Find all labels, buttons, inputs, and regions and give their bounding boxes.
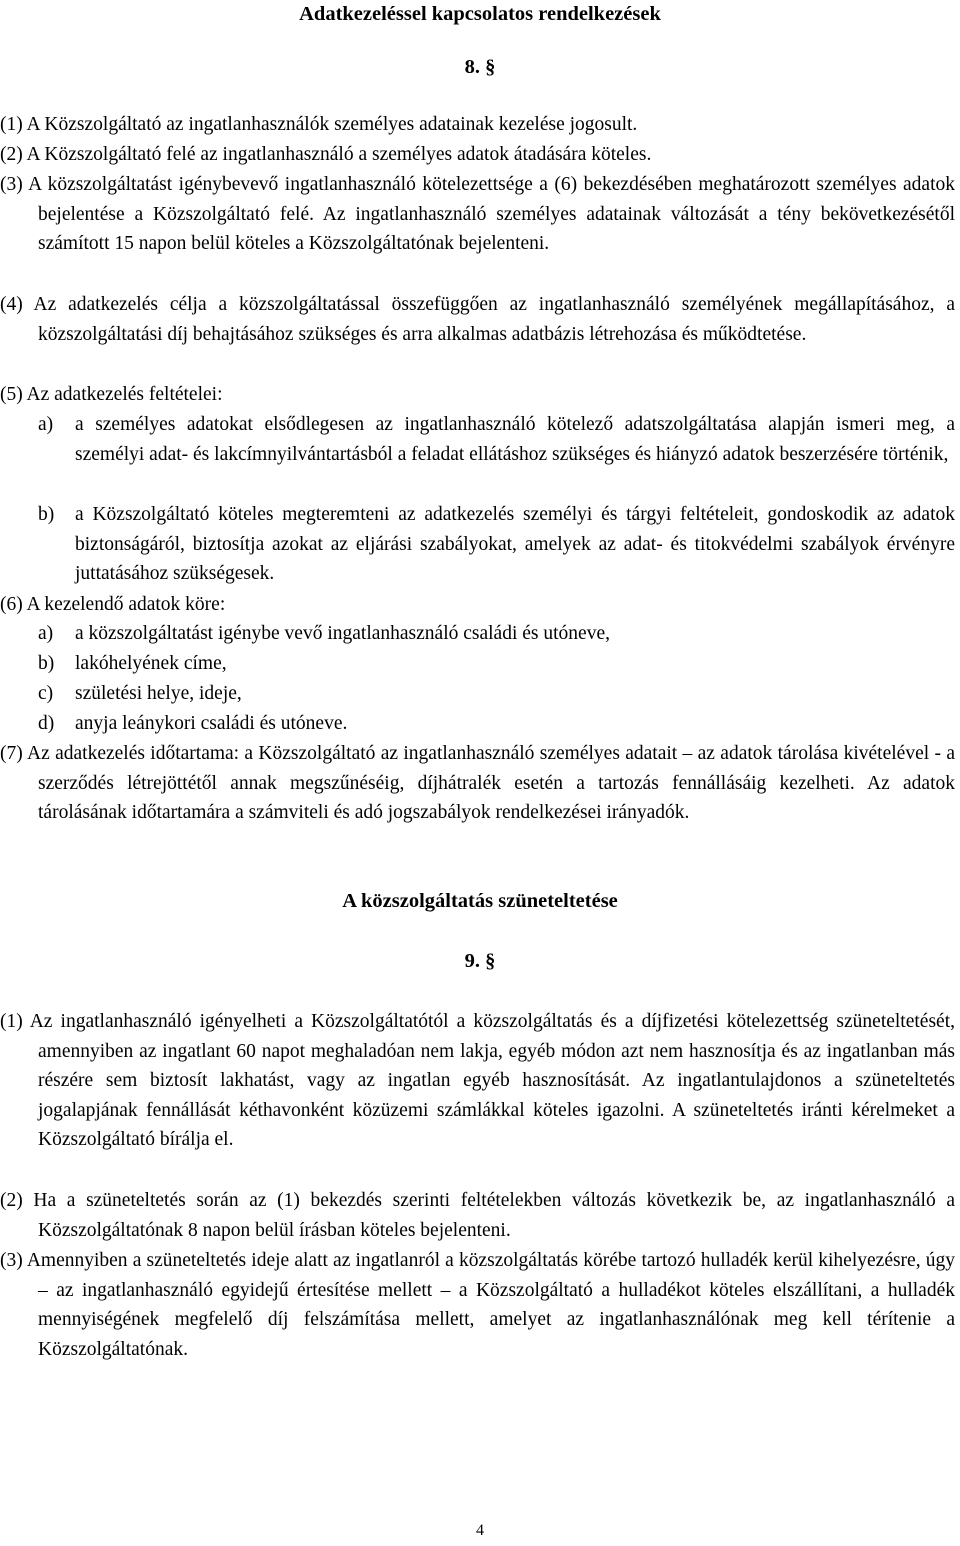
section-8-paragraph-6-intro: (6) A kezelendő adatok köre: xyxy=(0,594,226,615)
item-label: b) xyxy=(38,653,55,674)
section-8-paragraph-6-item-a xyxy=(38,619,955,649)
section-8-paragraph-4: (4) Az adatkezelés célja a közszolgáltatással összefüggően az ingatlanhasználó személyének megállapításához, a közszolgáltatási díj behajtásához szükséges és arra alkalmas adatbázis létrehozása és működtetése. xyxy=(0,294,955,345)
section-9-paragraph-1: (1) Az ingatlanhasználó igényelheti a Közszolgáltatótól a közszolgáltatás és a díjfizetési kötelezettség szüneteltetését, amennyiben az ingatlant 60 napot meghaladóan nem lakja, egyéb módon azt nem hasznosítja és az ingatlanban más részére sem biztosít lakhatást, vagy az ingatlan egyéb hasznosítását. Az ingatlantulajdonos a szüneteltetés jogalapjának fennállását kéthavonként közüzemi számlákkal köteles igazolni. A szüneteltetés iránti kérelmeket a Közszolgáltató bírálja el. xyxy=(0,1011,955,1151)
item-text: lakóhelyének címe, xyxy=(75,653,227,674)
section-8-paragraph-6-item-d xyxy=(38,709,955,739)
item-text: a közszolgáltatást igénybe vevő ingatlanhasználó családi és utóneve, xyxy=(75,623,610,644)
item-text: a Közszolgáltató köteles megteremteni az adatkezelés személyi és tárgyi feltételeit, gondoskodik az adatok biztonságáról, biztosítja azokat az eljárási szabályokat, amelyek az adat- és titokvédelmi szabályok érvényre juttatásához szükségesek. xyxy=(75,504,955,585)
section-9-number: 9. § xyxy=(464,950,496,972)
item-label: d) xyxy=(38,713,55,734)
section-8-paragraph-5-item-a xyxy=(38,410,955,469)
section-9-paragraph-2: (2) Ha a szüneteltetés során az (1) bekezdés szerinti feltételekben változás következik be, az ingatlanhasználó a Közszolgáltatónak 8 napon belül írásban köteles bejelenteni. xyxy=(0,1190,955,1241)
chapter-title: Adatkezeléssel kapcsolatos rendelkezések xyxy=(299,3,661,25)
section-8-paragraph-2: (2) A Közszolgáltató felé az ingatlanhasználó a személyes adatok átadására köteles. xyxy=(0,144,652,165)
item-text: anyja leánykori családi és utóneve. xyxy=(75,713,348,734)
section-8-paragraph-7: (7) Az adatkezelés időtartama: a Közszolgáltató az ingatlanhasználó személyes adatait – az adatok tárolása kivételével - a szerződés létrejöttétől annak megszűnéséig, díjhátralék esetén a tartozás fennállásáig kezelheti. Az adatok tárolásának időtartamára a számviteli és adó jogszabályok rendelkezései irányadók. xyxy=(0,743,955,824)
section-8-paragraph-5-intro: (5) Az adatkezelés feltételei: xyxy=(0,384,223,405)
item-label: a) xyxy=(38,414,54,435)
section-8-paragraph-6-item-c xyxy=(38,679,955,709)
section-8-number: 8. § xyxy=(464,56,496,78)
section-8-paragraph-6-item-b xyxy=(38,649,955,679)
section-9-paragraph-3: (3) Amennyiben a szüneteltetés ideje alatt az ingatlanról a közszolgáltatás körébe tartozó hulladék kerül kihelyezésre, úgy – az ingatlanhasználó egyidejű értesítése mellett – a Közszolgáltató a hulladékot köteles elszállítani, a hulladék mennyiségének megfelelő díj felszámítása mellett, amelyet az ingatlanhasználónak meg kell térítenie a Közszolgáltatónak. xyxy=(0,1250,955,1360)
section-8-paragraph-5-item-b xyxy=(38,500,955,589)
item-text: születési helye, ideje, xyxy=(75,683,242,704)
page-number: 4 xyxy=(476,1522,484,1539)
section-8-paragraph-3: (3) A közszolgáltatást igénybevevő ingatlanhasználó kötelezettsége a (6) bekezdésében meghatározott személyes adatok bejelentése a Közszolgáltató felé. Az ingatlanhasználó személyes adatainak változását a tény bekövetkezésétől számított 15 napon belül köteles a Közszolgáltatónak bejelenteni. xyxy=(0,174,955,255)
item-label: a) xyxy=(38,623,54,644)
section-8-paragraph-1: (1) A Közszolgáltató az ingatlanhasználók személyes adatainak kezelése jogosult. xyxy=(0,114,638,135)
item-label: b) xyxy=(38,504,55,525)
item-text: a személyes adatokat elsődlegesen az ingatlanhasználó kötelező adatszolgáltatása alapján ismeri meg, a személyi adat- és lakcímnyilvántartásból a feladat ellátáshoz szükséges és hiányzó adatok beszerzésére történik, xyxy=(75,414,955,465)
section-subtitle: A közszolgáltatás szüneteltetése xyxy=(342,890,618,912)
item-label: c) xyxy=(38,683,54,704)
